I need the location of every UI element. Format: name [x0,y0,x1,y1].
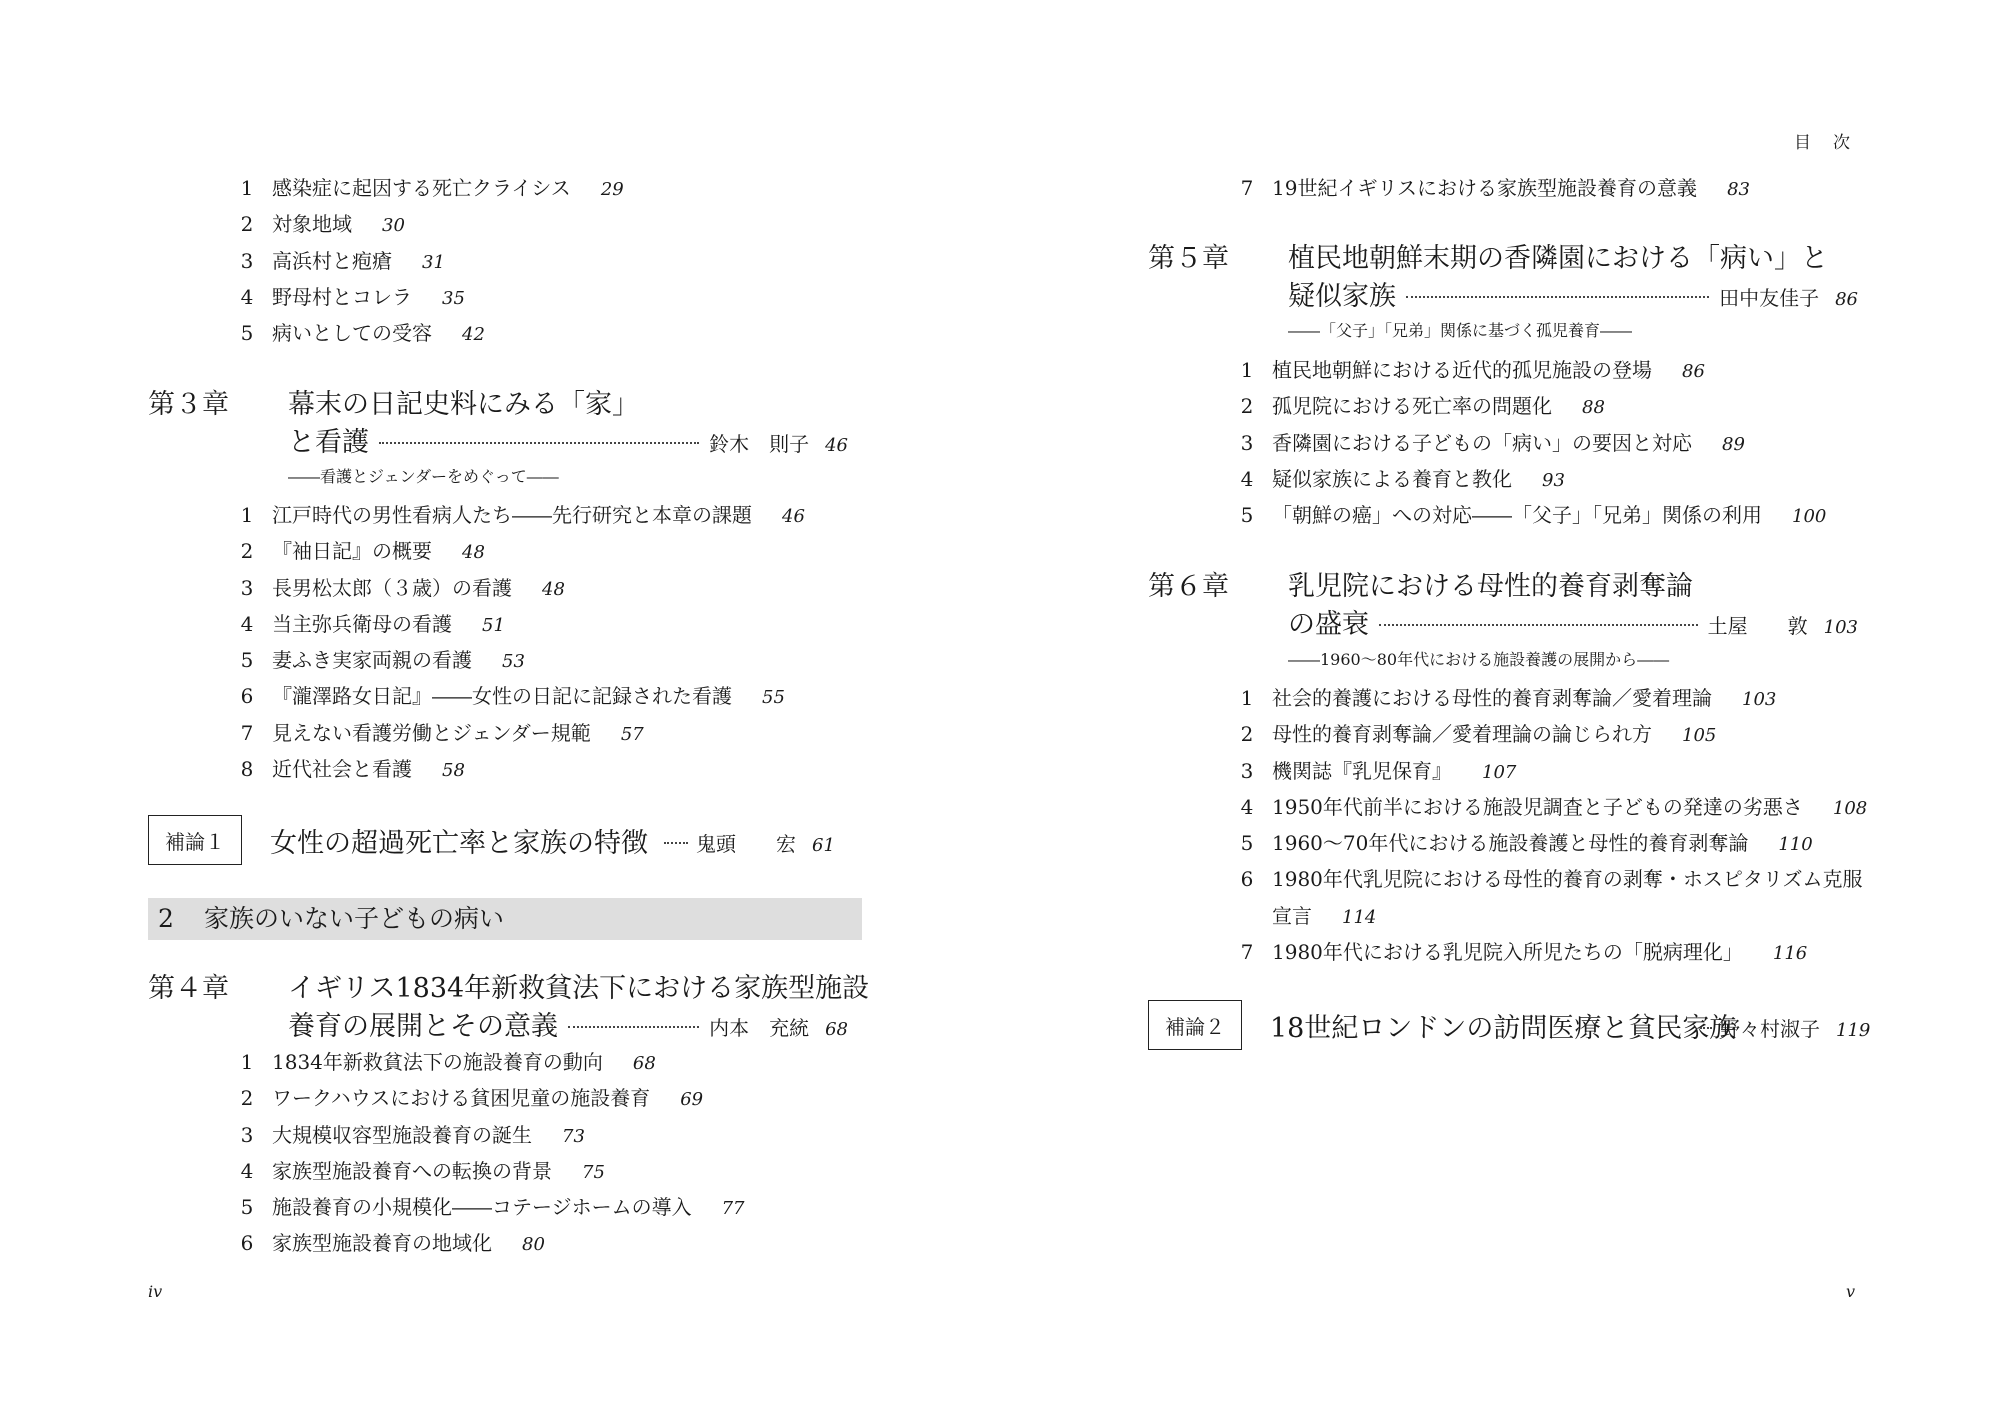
chapter-author: 田中友佳子 86 [1719,286,1858,310]
chapter-title-cont: の盛衰 [1288,609,1369,640]
chapter-author: 土屋 敦 103 [1707,614,1858,638]
supplement-author-line: 鬼頭 宏 61 [664,828,854,857]
part-number: 2 [158,904,174,933]
chapter-4-heading [148,970,870,1046]
dot-leader [379,442,699,444]
page-number: iv [148,1282,163,1301]
chapter-title-cont: 疑似家族 [1288,281,1396,312]
chapter-title: 植民地朝鮮末期の香隣園における「病い」と [1288,243,1828,274]
chapter-label: 第６章 [1148,571,1229,602]
dot-leader [1406,296,1709,298]
chapter-title: 乳児院における母性的養育剥奪論 [1288,571,1693,602]
supplement-title: 女性の超過死亡率と家族の特徴 [270,828,648,859]
chapter-label: 第４章 [148,973,229,1004]
chapter-5-heading [1148,240,1858,316]
part-title: 家族のいない子どもの病い [204,904,505,933]
chapter-subtitle: ――1960～80年代における施設養護の展開から―― [1288,650,1670,669]
part-2-banner [148,898,862,940]
supplement-label-box: 補論１ [148,815,242,865]
chapter-subtitle: ――「父子」「兄弟」関係に基づく孤児養育―― [1288,321,1633,340]
right-page: 目次 7 19世紀イギリスにおける家族型施設養育の意義 83 第５章 植民地朝鮮末期の香隣園における「病い」と 疑似家族 田中友佳子 86 ――「父子」「兄弟」関係に基づく孤児養育―― 1 植民地朝鮮における近代的孤児施設の登場 86 2 孤児院における死亡率の問題化 88 3 香隣園における子どもの「病い」の要因と対応 89 4 疑似家族による養育と教化 93 5 「朝鮮の癌」への対応――「父子」「兄弟」関係の利用 100 第６章 乳児院における母性的養育剥奪論 の盛衰 土屋 敦 103 ――1960～80年代における施設養護の展開から―― 1 社会的養護における母性的養育剥奪論／愛着理論 103 2 母性的養育剥奪論／愛着理論の論じられ方 105 3 機関誌『乳児保育』 107 4 1950年代前半における施設児調査と子どもの発達の劣悪さ 108 5 1960～70年代における施設養護と母性的養育剥奪論 110 6 1980年代乳児院における母性的養育の剥奪・ホスピタリズム克服 宣言 114 7 1980年代における乳児院入所児たちの「脱病理化」 116 補論２ 18世紀ロンドンの訪問医療と貧民家族 野々村淑子 119 v [1000,0,2000,1416]
chapter-subtitle: ――看護とジェンダーをめぐって―― [288,467,559,486]
dot-leader [1379,624,1698,626]
chapter-label: 第３章 [148,389,229,420]
chapter-6-heading [1148,568,1858,644]
left-page: 1 感染症に起因する死亡クライシス 29 2 対象地域 30 3 高浜村と疱瘡 31 4 野母村とコレラ 35 5 病いとしての受容 42 第３章 幕末の日記史料にみる「家」 と看護 鈴木 則子 46 ――看護とジェンダーをめぐって―― 1 江戸時代の男性看病人たち――先行研究と本章の課題 46 2 『袖日記』の概要 48 3 長男松太郎（３歳）の看護 48 4 当主弥兵衛母の看護 51 5 妻ふき実家両親の看護 53 6 『瀧澤路女日記』――女性の日記に記録された看護 55 7 見えない看護労働とジェンダー規範 57 8 近代社会と看護 58 補論１ 女性の超過死亡率と家族の特徴 鬼頭 宏 61 2 家族のいない子どもの病い 第４章 イギリス1834年新救貧法下における家族型施設 養育の展開とその意義 内本 充統 68 1 1834年新救貧法下の施設養育の動向 68 2 ワークハウスにおける貧困児童の施設養育 69 3 大規模収容型施設養育の誕生 73 4 家族型施設養育への転換の背景 75 5 施設養育の小規模化――コテージホームの導入 77 6 家族型施設養育の地域化 80 iv [148,176,870,1301]
chapter-title: 幕末の日記史料にみる「家」 [288,389,639,420]
dot-leader [568,1026,699,1028]
chapter-title-cont: と看護 [288,427,369,458]
chapter-label: 第５章 [1148,243,1229,274]
page-number: v [1845,1282,1855,1301]
chapter-title-cont: 養育の展開とその意義 [288,1011,558,1042]
chapter-title: イギリス1834年新救貧法下における家族型施設 [288,973,870,1004]
supplement-title: 18世紀ロンドンの訪問医療と貧民家族 [1270,1013,1737,1044]
supplement-label-box: 補論２ [1148,1000,1242,1050]
running-header: 目次 [1794,133,1872,153]
chapter-author: 内本 充統 68 [709,1016,848,1040]
chapter-author: 鈴木 則子 46 [709,432,848,456]
chapter-3-heading [148,386,848,462]
supplement-author-line: 野々村淑子 119 [1700,1013,1865,1042]
